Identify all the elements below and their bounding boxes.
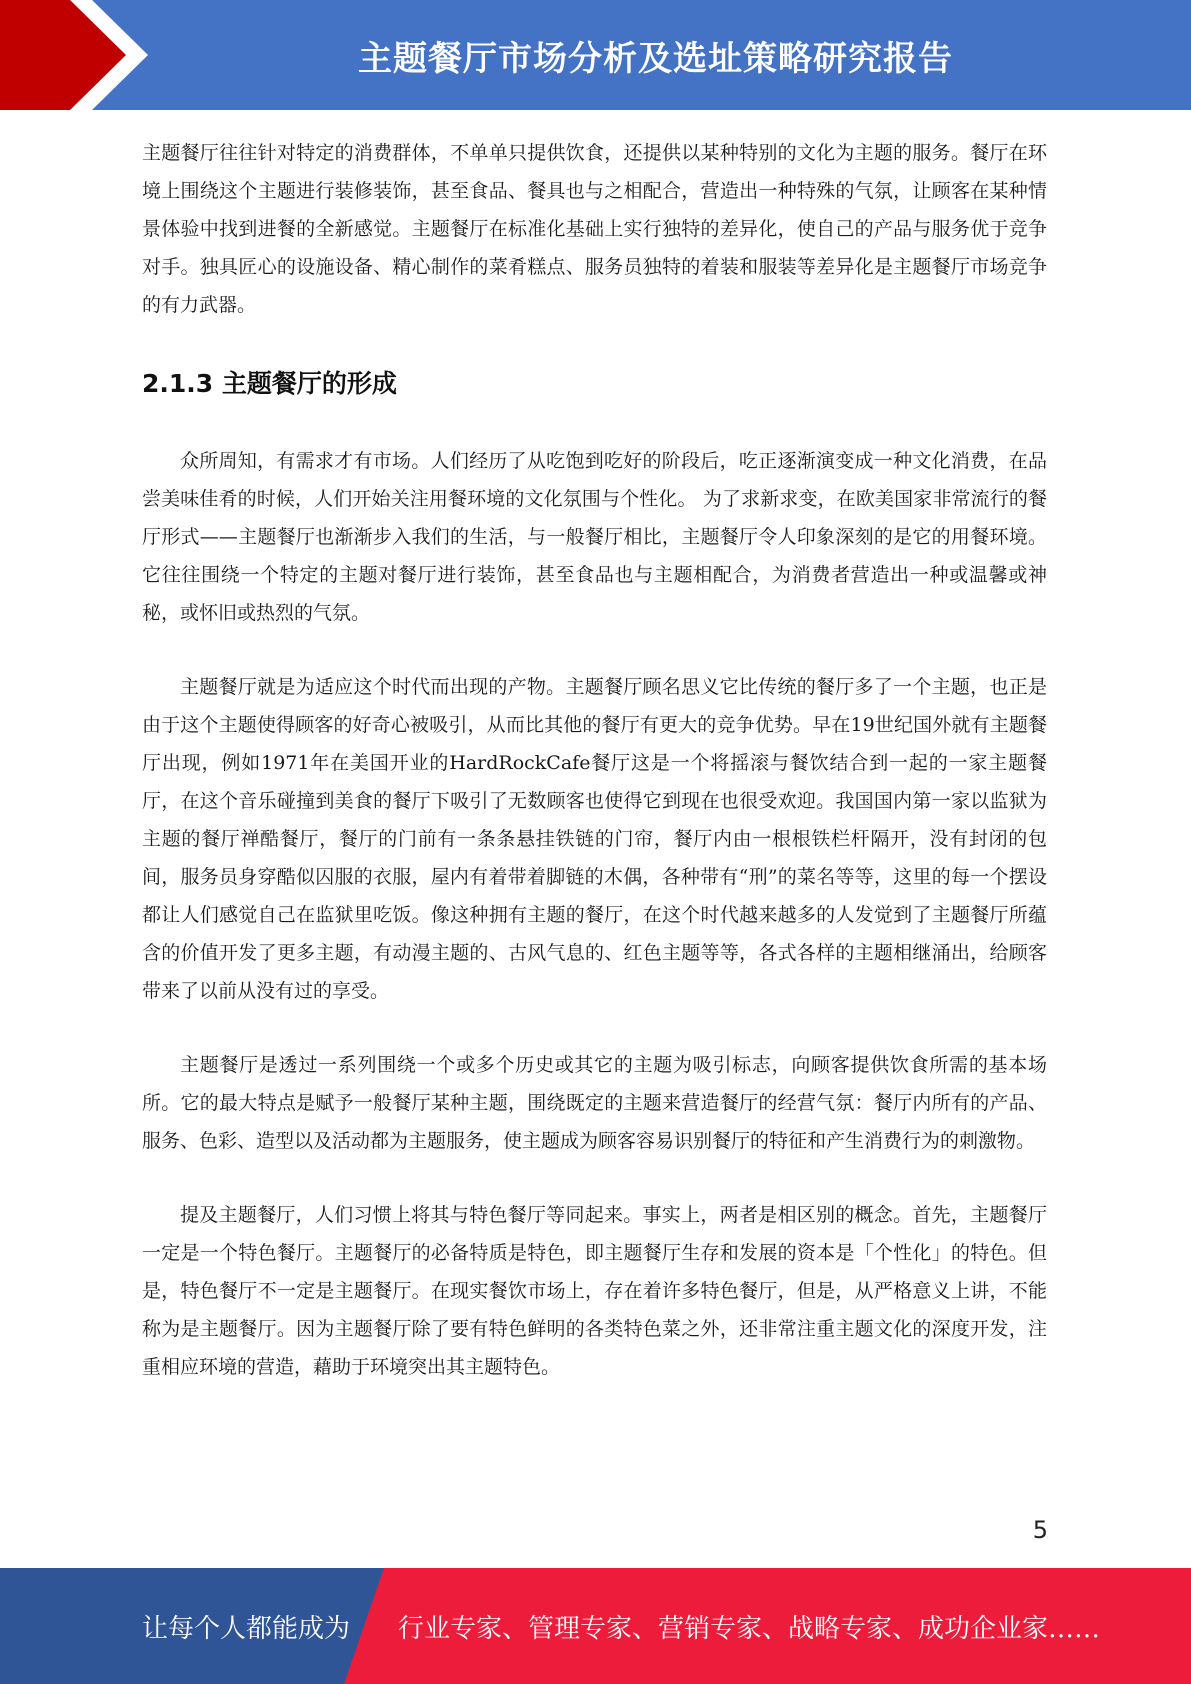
page-number: 5 [1032, 1516, 1048, 1544]
page-header [0, 0, 1191, 110]
red-chevron-decoration [0, 0, 160, 110]
body-paragraph-2: 主题餐厅就是为适应这个时代而出现的产物。主题餐厅顾名思义它比传统的餐厅多了一个主题，也正是由于这个主题使得顾客的好奇心被吸引，从而比其他的餐厅有更大的竞争优势。早在19世纪国外就有主题餐厅出现，例如1971年在美国开业的HardRockCafe餐厅这是一个将摇滚与餐饮结合到一起的一家主题餐厅，在这个音乐碰撞到美食的餐厅下吸引了无数顾客也使得它到现在也很受欢迎。我国国内第一家以监狱为主题的餐厅禅酷餐厅，餐厅的门前有一条条悬挂铁链的门帘，餐厅内由一根根铁栏杆隔开，没有封闭的包间，服务员身穿酷似囚服的衣服，屋内有着带着脚链的木偶，各种带有“刑”的菜名等等，这里的每一个摆设都让人们感觉自己在监狱里吃饭。像这种拥有主题的餐厅，在这个时代越来越多的人发觉到了主题餐厅所蕴含的价值开发了更多主题，有动漫主题的、古风气息的、红色主题等等，各式各样的主题相继涌出，给顾客带来了以前从没有过的享受。 [142, 676, 1047, 1002]
footer-slogan-left: 让每个人都能成为 [142, 1613, 351, 1644]
page-footer [0, 1568, 1191, 1684]
document-title: 主题餐厅市场分析及选址策略研究报告 [358, 38, 953, 79]
body-paragraph-1: 众所周知，有需求才有市场。人们经历了从吃饱到吃好的阶段后，吃正逐渐演变成一种文化消费，在品尝美味佳肴的时候，人们开始关注用餐环境的文化氛围与个性化。 为了求新求变，在欧美国家非常流行的餐厅形式——主题餐厅也渐渐步入我们的生活，与一般餐厅相比，主题餐厅令人印象深刻的是它的用餐环境。它往往围绕一个特定的主题对餐厅进行装饰，甚至食品也与主题相配合，为消费者营造出一种或温馨或神秘，或怀旧或热烈的气氛。 [142, 450, 1047, 624]
body-paragraph-3: 主题餐厅是透过一系列围绕一个或多个历史或其它的主题为吸引标志，向顾客提供饮食所需的基本场所。它的最大特点是赋予一般餐厅某种主题，围绕既定的主题来营造餐厅的经营气氛：餐厅内所有的产品、服务、色彩、造型以及活动都为主题服务，使主题成为顾客容易识别餐厅的特征和产生消费行为的刺激物。 [142, 1054, 1047, 1152]
footer-slogan-right: 行业专家、管理专家、营销专家、战略专家、成功企业家…… [398, 1613, 1101, 1644]
section-heading: 2.1.3 主题餐厅的形成 [142, 369, 397, 398]
body-paragraph-4: 提及主题餐厅，人们习惯上将其与特色餐厅等同起来。事实上，两者是相区别的概念。首先，主题餐厅一定是一个特色餐厅。主题餐厅的必备特质是特色，即主题餐厅生存和发展的资本是「个性化」的特色。但是，特色餐厅不一定是主题餐厅。在现实餐饮市场上，存在着许多特色餐厅，但是，从严格意义上讲，不能称为是主题餐厅。因为主题餐厅除了要有特色鲜明的各类特色菜之外，还非常注重主题文化的深度开发，注重相应环境的营造，藉助于环境突出其主题特色。 [142, 1204, 1047, 1378]
intro-paragraph: 主题餐厅往往针对特定的消费群体，不单单只提供饮食，还提供以某种特别的文化为主题的服务。餐厅在环境上围绕这个主题进行装修装饰，甚至食品、餐具也与之相配合，营造出一种特殊的气氛，让顾客在某种情景体验中找到进餐的全新感觉。主题餐厅在标准化基础上实行独特的差异化，使自己的产品与服务优于竞争对手。独具匠心的设施设备、精心制作的菜肴糕点、服务员独特的着装和服装等差异化是主题餐厅市场竞争的有力武器。 [142, 142, 1047, 316]
page-body [142, 134, 1047, 1386]
